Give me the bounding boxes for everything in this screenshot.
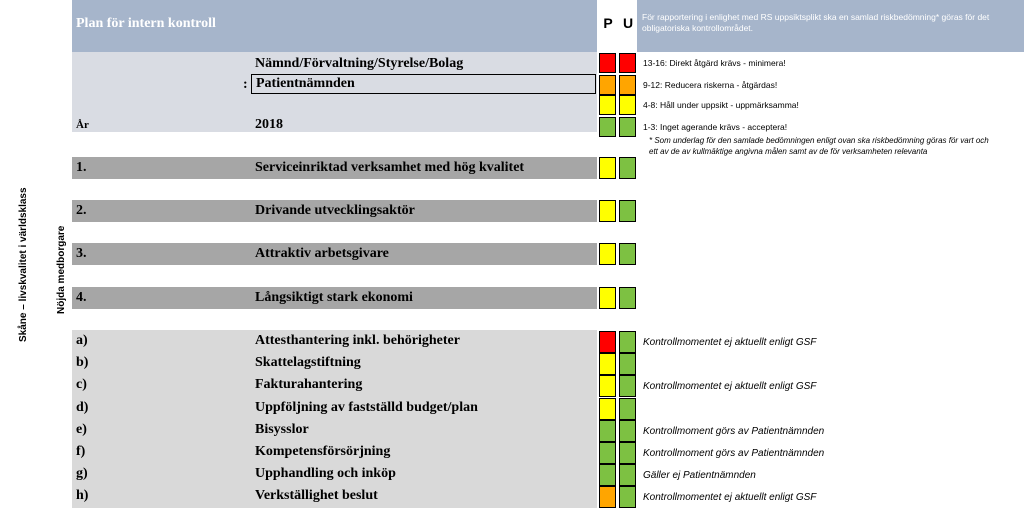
- control-label: Attesthantering inkl. behörigheter: [255, 333, 460, 348]
- control-label: Uppföljning av fastställd budget/plan: [255, 400, 478, 415]
- control-u-cell[interactable]: [619, 353, 636, 375]
- year-label: År: [76, 119, 89, 131]
- legend-u-cell: [619, 53, 636, 73]
- goal-p-cell[interactable]: [599, 287, 616, 309]
- goal-label: Långsiktigt stark ekonomi: [255, 290, 413, 305]
- control-letter: a): [76, 333, 88, 348]
- control-label: Skattelagstiftning: [255, 355, 361, 370]
- control-label: Verkställighet beslut: [255, 488, 378, 503]
- control-u-cell[interactable]: [619, 331, 636, 353]
- control-p-cell[interactable]: [599, 464, 616, 486]
- legend-p-cell: [599, 117, 616, 137]
- org-value: Patientnämnden: [256, 76, 355, 91]
- legend-u-cell: [619, 95, 636, 115]
- control-letter: e): [76, 422, 87, 437]
- legend-text: 13-16: Direkt åtgärd krävs - minimera!: [643, 58, 786, 68]
- header-note: För rapportering i enlighet med RS uppsiktsplikt ska en samlad riskbedömning* göras för det obligatoriska kontrollområdet.: [642, 12, 990, 33]
- control-letter: c): [76, 377, 87, 392]
- control-u-cell[interactable]: [619, 464, 636, 486]
- org-heading: Nämnd/Förvaltning/Styrelse/Bolag: [255, 56, 464, 71]
- year-value: 2018: [255, 117, 283, 132]
- legend-p-cell: [599, 75, 616, 95]
- goal-number: 4.: [76, 290, 87, 305]
- control-p-cell[interactable]: [599, 486, 616, 508]
- control-p-cell[interactable]: [599, 331, 616, 353]
- goal-u-cell[interactable]: [619, 200, 636, 222]
- goal-label: Drivande utvecklingsaktör: [255, 203, 415, 218]
- legend-p-cell: [599, 95, 616, 115]
- control-p-cell[interactable]: [599, 420, 616, 442]
- control-p-cell[interactable]: [599, 398, 616, 420]
- control-label: Kompetensförsörjning: [255, 444, 391, 459]
- control-u-cell[interactable]: [619, 442, 636, 464]
- control-letter: f): [76, 444, 86, 459]
- control-u-cell[interactable]: [619, 420, 636, 442]
- legend-p-cell: [599, 53, 616, 73]
- footnote: * Som underlag för den samlade bedömningen enligt ovan ska riskbedömning göras för vart och ett av de av kullmäktige angivna målen samt av de för verksamheten relevanta: [649, 136, 989, 156]
- control-comment: Kontrollmomentet ej aktuellt enligt GSF: [643, 492, 817, 503]
- org-value-field[interactable]: [251, 74, 596, 94]
- legend-text: 1-3: Inget agerande krävs - acceptera!: [643, 122, 788, 132]
- org-colon: :: [243, 77, 248, 92]
- goal-label: Serviceinriktad verksamhet med hög kvalitet: [255, 160, 525, 175]
- legend-u-cell: [619, 117, 636, 137]
- goal-u-cell[interactable]: [619, 243, 636, 265]
- goal-label: Attraktiv arbetsgivare: [255, 246, 389, 261]
- control-p-cell[interactable]: [599, 442, 616, 464]
- legend-u-cell: [619, 75, 636, 95]
- goal-number: 1.: [76, 160, 87, 175]
- goal-p-cell[interactable]: [599, 157, 616, 179]
- side-label-inner: Nöjda medborgare: [56, 225, 67, 314]
- control-label: Bisysslor: [255, 422, 309, 437]
- control-u-cell[interactable]: [619, 375, 636, 397]
- control-u-cell[interactable]: [619, 486, 636, 508]
- control-comment: Gäller ej Patientnämnden: [643, 470, 756, 481]
- control-comment: Kontrollmoment görs av Patientnämnden: [643, 426, 825, 437]
- p-column-header: P: [598, 0, 618, 52]
- control-letter: b): [76, 355, 89, 370]
- control-letter: d): [76, 400, 89, 415]
- control-u-cell[interactable]: [619, 398, 636, 420]
- control-letter: h): [76, 488, 89, 503]
- u-column-header: U: [618, 0, 638, 52]
- control-p-cell[interactable]: [599, 375, 616, 397]
- side-label-outer: Skåne – livskvalitet i världsklass: [18, 187, 29, 342]
- control-comment: Kontrollmoment görs av Patientnämnden: [643, 448, 825, 459]
- goal-u-cell[interactable]: [619, 157, 636, 179]
- page-title: Plan för intern kontroll: [76, 16, 216, 31]
- legend-text: 9-12: Reducera riskerna - åtgärdas!: [643, 80, 778, 90]
- goal-number: 3.: [76, 246, 87, 261]
- control-comment: Kontrollmomentet ej aktuellt enligt GSF: [643, 337, 817, 348]
- goal-number: 2.: [76, 203, 87, 218]
- goal-p-cell[interactable]: [599, 243, 616, 265]
- control-letter: g): [76, 466, 88, 481]
- legend-text: 4-8: Håll under uppsikt - uppmärksamma!: [643, 100, 799, 110]
- goal-u-cell[interactable]: [619, 287, 636, 309]
- control-p-cell[interactable]: [599, 353, 616, 375]
- control-label: Upphandling och inköp: [255, 466, 396, 481]
- control-label: Fakturahantering: [255, 377, 363, 392]
- goal-p-cell[interactable]: [599, 200, 616, 222]
- control-comment: Kontrollmomentet ej aktuellt enligt GSF: [643, 381, 817, 392]
